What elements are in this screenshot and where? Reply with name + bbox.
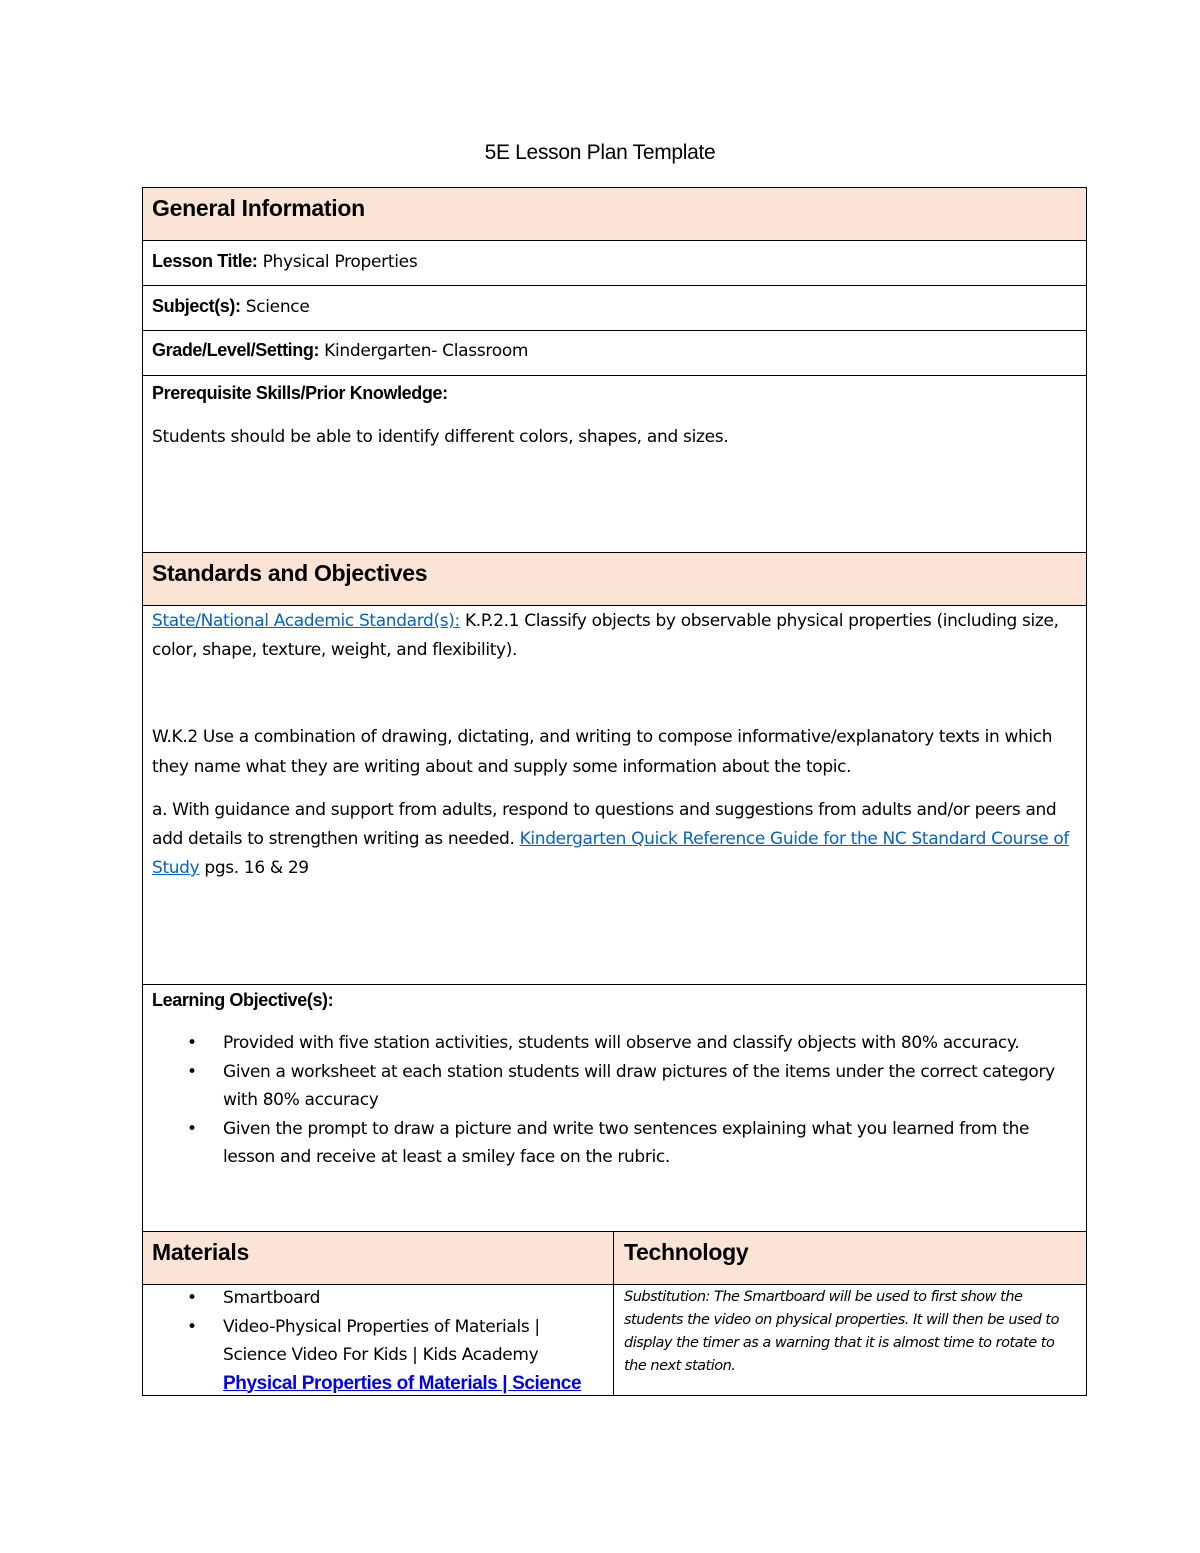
pages-text: pgs. 16 & 29	[199, 858, 309, 878]
list-item: • Given a worksheet at each station students will draw pictures of the items under the correct category with 80% accuracy	[143, 1058, 1078, 1115]
kp-standard-text: K.P.2.1 Classify objects by observable physical properties (including size, color, shape, texture, weight, and flexibility).	[152, 611, 1059, 660]
subject-value: Science	[240, 297, 310, 317]
subject-row	[142, 285, 1087, 330]
list-item	[143, 1370, 613, 1397]
general-information-title: General Information	[152, 195, 365, 221]
quick-reference-guide-link[interactable]: Kindergarten Quick Reference Guide for the NC Standard Course of Study	[152, 829, 1070, 878]
materials-technology-header	[142, 1231, 1087, 1284]
materials-title: Materials	[152, 1239, 250, 1265]
bullet-icon: •	[187, 1033, 197, 1053]
list-item: • Given the prompt to draw a picture and write two sentences explaining what you learned from the lesson and receive at least a smiley face on the rubric.	[143, 1115, 1078, 1172]
list-item: • Smartboard	[143, 1284, 613, 1313]
document-title: 5E Lesson Plan Template	[484, 141, 716, 164]
a-standard	[152, 796, 1082, 883]
grade-row	[142, 330, 1087, 375]
bullet-icon: •	[187, 1288, 197, 1308]
table-bottom-border	[142, 1395, 1087, 1396]
materials-technology-row	[142, 1284, 1087, 1396]
list-item: • Video-Physical Properties of Materials | Science Video For Kids | Kids Academy	[143, 1313, 613, 1370]
bullet-icon: •	[187, 1316, 197, 1337]
a-standard-text: a. With guidance and support from adults, respond to questions and suggestions from adults and/or peers and add details to strengthen writing as needed.	[152, 800, 1057, 849]
standards-row	[142, 605, 1087, 984]
standards-title: Standards and Objectives	[152, 560, 428, 586]
state-standards-link[interactable]: State/National Academic Standard(s):	[152, 611, 460, 631]
wk-standard-text: W.K.2 Use a combination of drawing, dictating, and writing to compose informative/explanatory texts in which they name what they are writing about and supply some information about the topic.	[152, 727, 1053, 777]
kp-standard	[152, 607, 1082, 665]
bullet-icon: •	[187, 1061, 197, 1082]
grade-value: Kindergarten- Classroom	[319, 341, 529, 361]
technology-title: Technology	[624, 1239, 749, 1265]
prerequisite-value: Students should be able to identify different colors, shapes, and sizes.	[152, 427, 729, 447]
column-divider	[613, 1231, 614, 1396]
prerequisite-label: Prerequisite Skills/Prior Knowledge:	[152, 383, 448, 403]
lesson-title-label: Lesson Title:	[152, 251, 258, 271]
grade-label: Grade/Level/Setting:	[152, 340, 320, 360]
physical-properties-video-link[interactable]: Physical Properties of Materials | Science	[223, 1372, 582, 1394]
bullet-icon: •	[187, 1118, 197, 1139]
lesson-title-value: Physical Properties	[257, 252, 418, 272]
learning-objectives-list	[143, 1029, 1078, 1172]
prerequisite-row	[142, 375, 1087, 552]
general-information-header	[142, 187, 1087, 240]
learning-objectives-row	[142, 984, 1087, 1231]
learning-objectives-label: Learning Objective(s):	[152, 990, 334, 1010]
materials-list	[143, 1284, 613, 1396]
subject-label: Subject(s):	[152, 296, 241, 316]
technology-text: Substitution: The Smartboard will be used to first show the students the video on physical properties. It will then be used to display the timer as a warning that it is almost time to rotate to the next station.	[624, 1289, 1059, 1374]
lesson-title-row	[142, 240, 1087, 285]
standards-header	[142, 552, 1087, 605]
list-item: • Provided with five station activities, students will observe and classify objects with 80% accuracy.	[143, 1029, 1078, 1058]
